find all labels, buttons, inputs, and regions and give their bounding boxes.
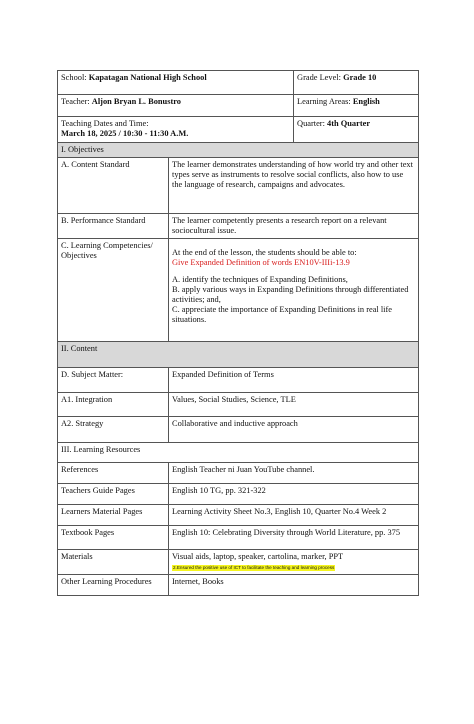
performance-standard-label: B. Performance Standard bbox=[58, 214, 169, 239]
subject-matter-value: Expanded Definition of Terms bbox=[169, 368, 419, 393]
grade-label: Grade Level: bbox=[297, 73, 341, 82]
materials-note-highlight: 2.Ensured the positive use of ICT to facilitate the teaching and learning process bbox=[173, 565, 335, 570]
grade-value: Grade 10 bbox=[343, 73, 377, 82]
competency-item-a: A. identify the techniques of Expanding Definitions, bbox=[172, 275, 348, 284]
learners-material-value: Learning Activity Sheet No.3, English 10, Quarter No.4 Week 2 bbox=[169, 505, 419, 526]
school-cell bbox=[58, 71, 294, 95]
content-standard-row bbox=[58, 158, 419, 214]
references-row bbox=[58, 463, 419, 484]
references-label: References bbox=[58, 463, 169, 484]
lesson-plan-table bbox=[57, 70, 419, 596]
objectives-section-row bbox=[58, 143, 419, 158]
textbook-value: English 10: Celebrating Diversity through World Literature, pp. 375 bbox=[169, 526, 419, 550]
teacher-row bbox=[58, 95, 419, 117]
competency-code: Give Expanded Definition of words EN10V-IIIi-13.9 bbox=[172, 258, 350, 267]
teacher-cell bbox=[58, 95, 294, 117]
integration-label: A1. Integration bbox=[58, 393, 169, 417]
competency-label: C. Learning Competencies/ Objectives bbox=[58, 239, 169, 342]
performance-standard-row bbox=[58, 214, 419, 239]
resources-section-title: III. Learning Resources bbox=[58, 443, 419, 463]
subject-matter-row bbox=[58, 368, 419, 393]
teachers-guide-label: Teachers Guide Pages bbox=[58, 484, 169, 505]
learners-material-label: Learners Material Pages bbox=[58, 505, 169, 526]
performance-standard-value: The learner competently presents a research report on a relevant sociocultural issue. bbox=[169, 214, 419, 239]
references-value: English Teacher ni Juan YouTube channel. bbox=[169, 463, 419, 484]
other-procedures-label: Other Learning Procedures bbox=[58, 575, 169, 596]
strategy-row bbox=[58, 417, 419, 443]
content-section-row bbox=[58, 342, 419, 368]
dates-value: March 18, 2025 / 10:30 - 11:30 A.M. bbox=[61, 129, 189, 138]
school-value: Kapatagan National High School bbox=[88, 73, 207, 82]
subject-matter-label: D. Subject Matter: bbox=[58, 368, 169, 393]
quarter-cell bbox=[294, 117, 419, 143]
materials-row bbox=[58, 550, 419, 575]
integration-row bbox=[58, 393, 419, 417]
strategy-value: Collaborative and inductive approach bbox=[169, 417, 419, 443]
learners-material-row bbox=[58, 505, 419, 526]
grade-cell bbox=[294, 71, 419, 95]
content-section-title: II. Content bbox=[58, 342, 419, 368]
competency-item-c: C. appreciate the importance of Expanding Definitions in real life situations. bbox=[172, 305, 392, 324]
quarter-label: Quarter: bbox=[297, 119, 325, 128]
area-label: Learning Areas: bbox=[297, 97, 351, 106]
materials-value: Visual aids, laptop, speaker, cartolina, marker, PPT bbox=[172, 552, 344, 561]
objectives-section-title: I. Objectives bbox=[58, 143, 419, 158]
competency-row bbox=[58, 239, 419, 342]
area-value: English bbox=[352, 97, 380, 106]
other-procedures-row bbox=[58, 575, 419, 596]
textbook-label: Textbook Pages bbox=[58, 526, 169, 550]
dates-label: Teaching Dates and Time: bbox=[61, 119, 149, 128]
integration-value: Values, Social Studies, Science, TLE bbox=[169, 393, 419, 417]
competency-item-b: B. apply various ways in Expanding Definitions through differentiated activities; and, bbox=[172, 285, 409, 304]
teacher-value: Aljon Bryan L. Bonustro bbox=[91, 97, 181, 106]
content-standard-value: The learner demonstrates understanding of how world try and other text types serve as instruments to resolve social conflicts, also how to use the language of research, campaigns and advocates. bbox=[169, 158, 419, 214]
strategy-label: A2. Strategy bbox=[58, 417, 169, 443]
content-standard-label: A. Content Standard bbox=[58, 158, 169, 214]
materials-label: Materials bbox=[58, 550, 169, 575]
dates-cell bbox=[58, 117, 294, 143]
materials-cell bbox=[169, 550, 419, 575]
teacher-label: Teacher: bbox=[61, 97, 90, 106]
school-row bbox=[58, 71, 419, 95]
competency-intro: At the end of the lesson, the students should be able to: bbox=[172, 248, 357, 257]
school-label: School: bbox=[61, 73, 87, 82]
teachers-guide-row bbox=[58, 484, 419, 505]
other-procedures-value: Internet, Books bbox=[169, 575, 419, 596]
quarter-value: 4th Quarter bbox=[327, 119, 371, 128]
teachers-guide-value: English 10 TG, pp. 321-322 bbox=[169, 484, 419, 505]
dates-row bbox=[58, 117, 419, 143]
area-cell bbox=[294, 95, 419, 117]
competency-cell bbox=[169, 239, 419, 342]
textbook-row bbox=[58, 526, 419, 550]
resources-section-row bbox=[58, 443, 419, 463]
